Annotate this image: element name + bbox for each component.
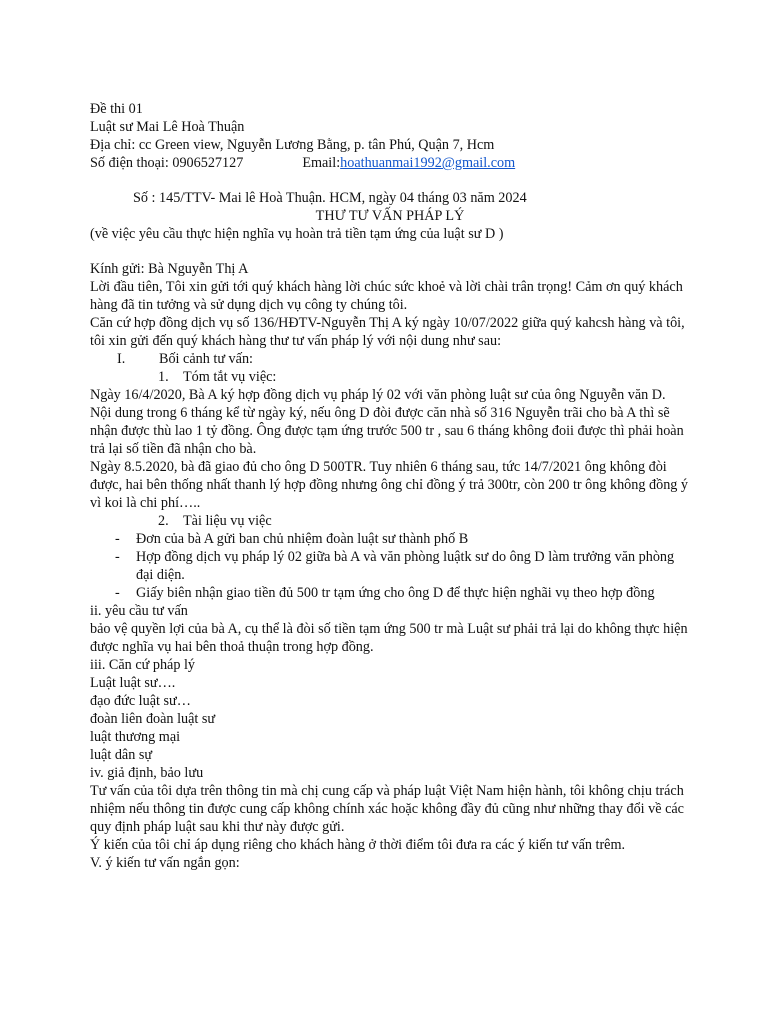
case-summary-paragraph-2: Ngày 8.5.2020, bà đã giao đủ cho ông D 500TR. Tuy nhiên 6 tháng sau, tức 14/7/2021 ông không đòi được, hai bên thống nhất thanh lý hợp đồng nhưng ông chỉ đồng ý trả 300tr, còn 200 tr ông không đồng ý vì koi là chi phí…..	[90, 459, 689, 511]
case-summary-paragraph-1: Ngày 16/4/2020, Bà A ký hợp đồng dịch vụ pháp lý 02 với văn phòng luật sư của ông Nguyễn văn D. Nội dung trong 6 tháng kể từ ngày ký, nếu ông D đòi được căn nhà số 316 Nguyễn trãi cho bà A thì sẽ nhận được thù lao 1 tỷ đồng. Ông được tạm ứng trước 500 tr , sau 6 tháng không đoii được thì phải hoàn trả lại số tiền đã nhận cho bà.	[90, 387, 684, 457]
legal-basis-item: đạo đức luật sư…	[90, 693, 191, 709]
address-line: Địa chỉ: cc Green view, Nguyễn Lương Bằng, p. tân Phú, Quận 7, Hcm	[90, 137, 495, 153]
letter-subject: (về việc yêu cầu thực hiện nghĩa vụ hoàn trả tiền tạm ứng của luật sư D )	[90, 226, 504, 242]
section-2-body: bảo vệ quyền lợi của bà A, cụ thể là đòi số tiền tạm ứng 500 tr mà Luật sư phải trả lại do không thực hiện được nghĩa vụ hai bên thoả thuận trong hợp đồng.	[90, 621, 688, 655]
section-3-heading: iii. Căn cứ pháp lý	[90, 657, 196, 673]
spacer	[90, 243, 690, 260]
list-item	[90, 584, 690, 602]
legal-basis-item: đoàn liên đoàn luật sư	[90, 711, 216, 727]
email-link[interactable]: hoathuanmai1992@gmail.com	[340, 155, 516, 171]
document-body	[90, 100, 690, 872]
section-4-paragraph-1: Tư vấn của tôi dựa trên thông tin mà chị cung cấp và pháp luật Việt Nam hiện hành, tôi không chịu trách nhiệm nếu thông tin được cung cấp không chính xác hoặc không đầy đủ cũng như những thay đổi về các quy định pháp luật sau khi thư này được gửi.	[90, 783, 684, 835]
letter-title: THƯ TƯ VẤN PHÁP LÝ	[315, 208, 465, 224]
section-1-title: Bối cảnh tư vấn:	[159, 351, 253, 367]
contact-line	[90, 154, 690, 172]
greeting-paragraph: Lời đầu tiên, Tôi xin gửi tới quý khách hàng lời chúc sức khoẻ và lời chài trân trọng! Cảm ơn quý khách hàng đã tin tưởng và sử dụng dịch vụ công ty chúng tôi.	[90, 279, 683, 313]
recipient-line: Kính gửi: Bà Nguyễn Thị A	[90, 261, 249, 277]
subsection-1-title: Tóm tắt vụ việc:	[183, 369, 277, 385]
legal-basis-item: Luật luật sư….	[90, 675, 176, 691]
section-1-heading	[90, 350, 690, 368]
legal-basis-item: luật dân sự	[90, 747, 153, 763]
dash-bullet: -	[115, 531, 120, 547]
email-label: Email:	[302, 155, 341, 171]
list-item	[90, 548, 690, 584]
section-4-heading: iv. giả định, bảo lưu	[90, 765, 204, 781]
phone-text: Số điện thoại: 0906527127	[90, 155, 244, 171]
subsection-2-title: Tài liệu vụ việc	[183, 513, 272, 529]
list-item	[90, 530, 690, 548]
subsection-2-number: 2.	[158, 513, 169, 529]
section-2-heading: ii. yêu cầu tư vấn	[90, 603, 188, 619]
subsection-2-heading	[90, 512, 690, 530]
subsection-1-heading	[90, 368, 690, 386]
section-4-paragraph-2: Ý kiến của tôi chỉ áp dụng riêng cho khách hàng ở thời điểm tôi đưa ra các ý kiến tư vấn trêm.	[90, 837, 626, 853]
exam-title: Đề thi 01	[90, 101, 143, 117]
subsection-1-number: 1.	[158, 369, 169, 385]
document-item-text: Giấy biên nhận giao tiền đủ 500 tr tạm ứng cho ông D để thực hiện nghãi vụ theo hợp đồng	[136, 585, 655, 601]
section-5-heading: V. ý kiến tư vấn ngắn gọn:	[90, 855, 240, 871]
document-item-text: Hợp đồng dịch vụ pháp lý 02 giữa bà A và văn phòng luậtk sư do ông D làm trưởng văn phòng đại diện.	[136, 549, 675, 583]
reference-line: Số : 145/TTV- Mai lê Hoà Thuận. HCM, ngày 04 tháng 03 năm 2024	[133, 190, 527, 206]
legal-basis-item: luật thương mại	[90, 729, 181, 745]
lawyer-name: Luật sư Mai Lê Hoà Thuận	[90, 119, 245, 135]
section-1-number: I.	[117, 351, 126, 367]
basis-paragraph: Căn cứ hợp đồng dịch vụ số 136/HĐTV-Nguyễn Thị A ký ngày 10/07/2022 giữa quý kahcsh hàng và tôi, tôi xin gửi đến quý khách hàng thư tư vấn pháp lý với nội dung như sau:	[90, 315, 685, 349]
dash-bullet: -	[115, 585, 120, 601]
document-item-text: Đơn của bà A gửi ban chủ nhiệm đoàn luật sư thành phố B	[136, 531, 469, 547]
dash-bullet: -	[115, 549, 120, 565]
spacer	[90, 172, 690, 189]
documents-list	[90, 530, 690, 602]
